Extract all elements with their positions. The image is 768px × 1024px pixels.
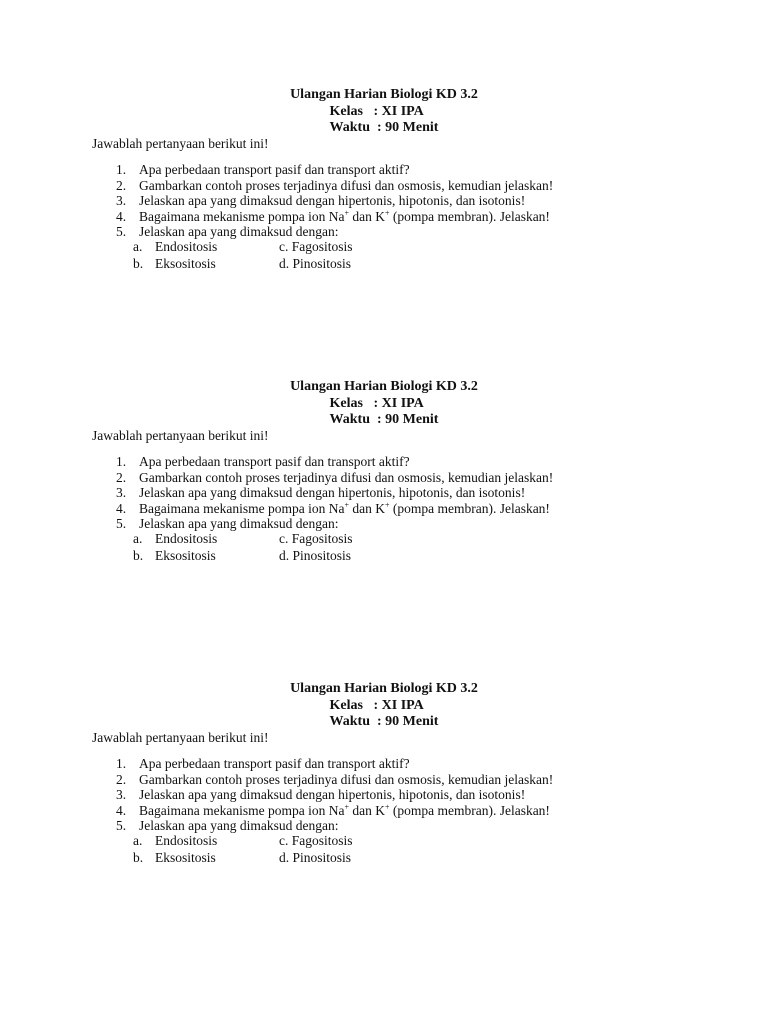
question-text: Bagaimana mekanisme pompa ion Na+ dan K+ (pompa membran). Jelaskan! — [139, 208, 550, 224]
question-item: 4. Bagaimana mekanisme pompa ion Na+ dan K+ (pompa membran). Jelaskan! — [116, 500, 550, 516]
question-text: Jelaskan apa yang dimaksud dengan: — [139, 224, 339, 239]
class-line: Kelas : XI IPA — [329, 103, 424, 119]
quiz-block-1: Ulangan Harian Biologi KD 3.2 Kelas : XI IPA Waktu : 90 Menit Jawablah pertanyaan berikut ini! 1. Apa perbedaan transport pasif dan transport aktif? 2. Gambarkan contoh proses terjadinya difusi dan osmosis, kemudian jelaskan! 3. Jelaskan apa yang dimaksud dengan hipertonis, hipotonis, dan isotonis! 4. Bagaimana mekanisme pompa ion Na+ dan K+ (pompa membran). Jelaskan! 5. Jelaskan apa yang dimaksud dengan: a. Endositosis c. Fagositosis b. Eksositosis d. Pinositosis — [0, 87, 768, 137]
question-text: Apa perbedaan transport pasif dan transport aktif? — [139, 162, 410, 177]
question-item: 2. Gambarkan contoh proses terjadinya difusi dan osmosis, kemudian jelaskan! — [116, 469, 554, 485]
question-text: Gambarkan contoh proses terjadinya difusi dan osmosis, kemudian jelaskan! — [139, 469, 554, 485]
question-item: 1. Apa perbedaan transport pasif dan transport aktif? — [116, 454, 410, 469]
quiz-meta — [330, 396, 439, 429]
instruction: Jawablah pertanyaan berikut ini! — [92, 136, 269, 151]
question-list — [116, 162, 553, 240]
quiz-title: Ulangan Harian Biologi KD 3.2 — [290, 379, 478, 394]
question-text: Apa perbedaan transport pasif dan transport aktif? — [139, 756, 410, 771]
question-text: Jelaskan apa yang dimaksud dengan hipertonis, hipotonis, dan isotonis! — [139, 485, 526, 500]
question-item: 1. Apa perbedaan transport pasif dan transport aktif? — [116, 756, 410, 771]
question-item: 1. Apa perbedaan transport pasif dan transport aktif? — [116, 162, 410, 177]
quiz-meta — [330, 698, 439, 731]
question-list — [116, 454, 553, 532]
question-item: 4. Bagaimana mekanisme pompa ion Na+ dan K+ (pompa membran). Jelaskan! — [116, 802, 550, 818]
quiz-meta — [330, 104, 439, 137]
question-text: Jelaskan apa yang dimaksud dengan: — [139, 818, 339, 833]
quiz-header — [0, 681, 768, 731]
question-text: Jelaskan apa yang dimaksud dengan hipertonis, hipotonis, dan isotonis! — [139, 193, 526, 208]
quiz-block-3: Ulangan Harian Biologi KD 3.2 Kelas : XI IPA Waktu : 90 Menit Jawablah pertanyaan berikut ini! 1. Apa perbedaan transport pasif dan transport aktif? 2. Gambarkan contoh proses terjadinya difusi dan osmosis, kemudian jelaskan! 3. Jelaskan apa yang dimaksud dengan hipertonis, hipotonis, dan isotonis! 4. Bagaimana mekanisme pompa ion Na+ dan K+ (pompa membran). Jelaskan! 5. Jelaskan apa yang dimaksud dengan: a. Endositosis c. Fagositosis b. Eksositosis d. Pinositosis — [0, 681, 768, 731]
question-item: 2. Gambarkan contoh proses terjadinya difusi dan osmosis, kemudian jelaskan! — [116, 177, 554, 193]
question-text: Jelaskan apa yang dimaksud dengan: — [139, 516, 339, 531]
quiz-block-2: Ulangan Harian Biologi KD 3.2 Kelas : XI IPA Waktu : 90 Menit Jawablah pertanyaan berikut ini! 1. Apa perbedaan transport pasif dan transport aktif? 2. Gambarkan contoh proses terjadinya difusi dan osmosis, kemudian jelaskan! 3. Jelaskan apa yang dimaksud dengan hipertonis, hipotonis, dan isotonis! 4. Bagaimana mekanisme pompa ion Na+ dan K+ (pompa membran). Jelaskan! 5. Jelaskan apa yang dimaksud dengan: a. Endositosis c. Fagositosis b. Eksositosis d. Pinositosis — [0, 379, 768, 429]
class-line: Kelas : XI IPA — [329, 697, 424, 713]
question-item: 5. Jelaskan apa yang dimaksud dengan: — [116, 516, 339, 531]
quiz-header — [0, 87, 768, 137]
quiz-header — [0, 379, 768, 429]
time-line: Waktu : 90 Menit — [329, 120, 439, 135]
time-line: Waktu : 90 Menit — [329, 714, 439, 729]
question-item: 3. Jelaskan apa yang dimaksud dengan hipertonis, hipotonis, dan isotonis! — [116, 193, 526, 208]
question-list — [116, 756, 553, 834]
class-line: Kelas : XI IPA — [329, 395, 424, 411]
question-text: Jelaskan apa yang dimaksud dengan hipertonis, hipotonis, dan isotonis! — [139, 787, 526, 802]
question-item: 2. Gambarkan contoh proses terjadinya difusi dan osmosis, kemudian jelaskan! — [116, 771, 554, 787]
question-text: Gambarkan contoh proses terjadinya difusi dan osmosis, kemudian jelaskan! — [139, 177, 554, 193]
question-text: Gambarkan contoh proses terjadinya difusi dan osmosis, kemudian jelaskan! — [139, 771, 554, 787]
question-item: 4. Bagaimana mekanisme pompa ion Na+ dan K+ (pompa membran). Jelaskan! — [116, 208, 550, 224]
quiz-title: Ulangan Harian Biologi KD 3.2 — [290, 87, 478, 102]
quiz-title: Ulangan Harian Biologi KD 3.2 — [290, 681, 478, 696]
time-line: Waktu : 90 Menit — [329, 412, 439, 427]
question-item: 3. Jelaskan apa yang dimaksud dengan hipertonis, hipotonis, dan isotonis! — [116, 485, 526, 500]
question-text: Bagaimana mekanisme pompa ion Na+ dan K+ (pompa membran). Jelaskan! — [139, 802, 550, 818]
question-item: 3. Jelaskan apa yang dimaksud dengan hipertonis, hipotonis, dan isotonis! — [116, 787, 526, 802]
question-text: Bagaimana mekanisme pompa ion Na+ dan K+ (pompa membran). Jelaskan! — [139, 500, 550, 516]
question-item: 5. Jelaskan apa yang dimaksud dengan: — [116, 224, 339, 239]
question-text: Apa perbedaan transport pasif dan transport aktif? — [139, 454, 410, 469]
instruction: Jawablah pertanyaan berikut ini! — [92, 730, 269, 745]
question-item: 5. Jelaskan apa yang dimaksud dengan: — [116, 818, 339, 833]
instruction: Jawablah pertanyaan berikut ini! — [92, 428, 269, 443]
